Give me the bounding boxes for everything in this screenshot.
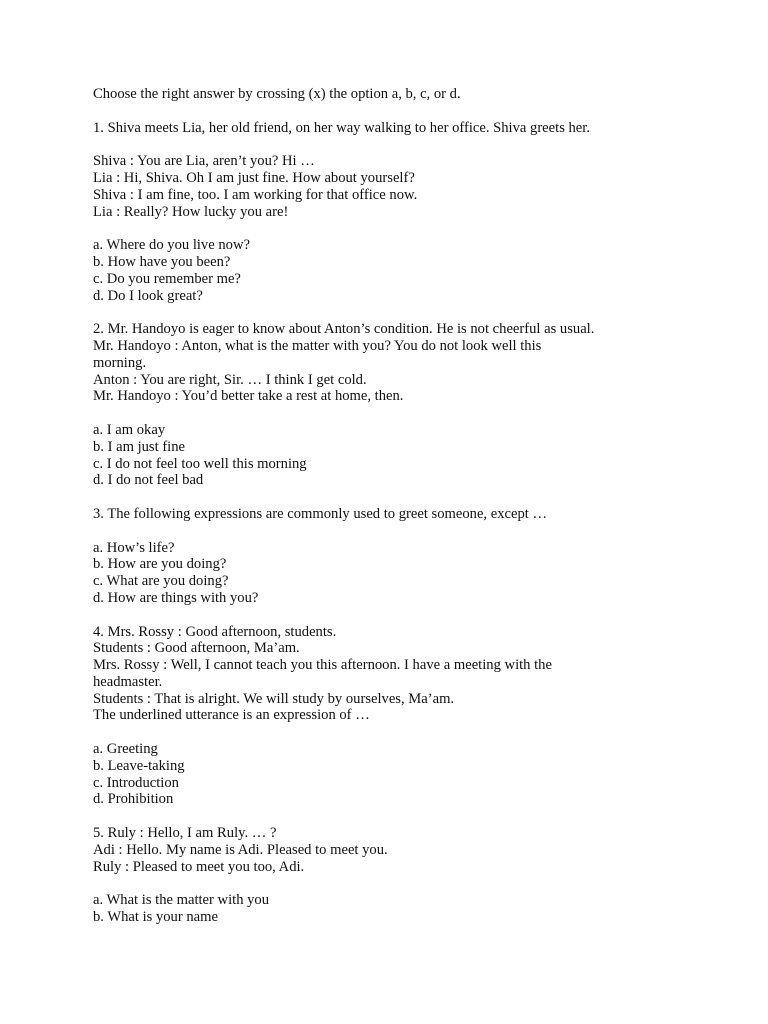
spacer [93, 808, 713, 825]
spacer [93, 103, 713, 120]
dialog-line: 5. Ruly : Hello, I am Ruly. … ? [93, 825, 277, 842]
spacer [93, 220, 713, 237]
answer-option[interactable]: a. What is the matter with you [93, 892, 270, 909]
dialog-line: Lia : Really? How lucky you are! [93, 203, 289, 220]
dialog-line: Shiva : I am fine, too. I am working for that office now. [93, 186, 418, 203]
question-2 [93, 321, 713, 489]
spacer [93, 523, 713, 540]
answer-option[interactable]: b. I am just fine [93, 438, 186, 455]
dialog-line: Lia : Hi, Shiva. Oh I am just fine. How about yourself? [93, 169, 415, 186]
dialog-line: Mr. Handoyo : Anton, what is the matter with you? You do not look well this morning. [93, 337, 542, 371]
question-stem: 2. Mr. Handoyo is eager to know about Anton’s condition. He is not cheerful as usual. [93, 321, 595, 338]
answer-option[interactable]: a. I am okay [93, 421, 166, 438]
answer-option[interactable]: c. What are you doing? [93, 573, 229, 590]
answer-option[interactable]: c. I do not feel too well this morning [93, 455, 307, 472]
answer-option[interactable]: a. Greeting [93, 741, 158, 758]
dialog-line: Adi : Hello. My name is Adi. Pleased to meet you. [93, 841, 388, 858]
question-stem: 3. The following expressions are commonly used to greet someone, except … [93, 505, 548, 522]
dialog-line: Shiva : You are Lia, aren’t you? Hi … [93, 153, 315, 170]
spacer [93, 405, 713, 422]
answer-option[interactable]: a. Where do you live now? [93, 237, 250, 254]
question-4 [93, 624, 713, 809]
spacer [93, 489, 713, 506]
dialog-line: Students : That is alright. We will study by ourselves, Ma’am. [93, 690, 455, 707]
dialog-line: Anton : You are right, Sir. … I think I get cold. [93, 371, 367, 388]
answer-option[interactable]: d. Prohibition [93, 791, 174, 808]
question-stem: 1. Shiva meets Lia, her old friend, on her way walking to her office. Shiva greets her. [93, 119, 590, 136]
question-stem: The underlined utterance is an expression of … [93, 707, 370, 724]
answer-option[interactable]: d. Do I look great? [93, 287, 203, 304]
dialog-line: Mrs. Rossy : Well, I cannot teach you this afternoon. I have a meeting with the headmaster. [93, 657, 552, 690]
instruction-text: Choose the right answer by crossing (x) the option a, b, c, or d. [93, 86, 461, 102]
dialog-line: Students : Good afternoon, Ma’am. [93, 640, 300, 657]
answer-option[interactable]: c. Do you remember me? [93, 270, 241, 287]
spacer [93, 136, 713, 153]
question-3 [93, 506, 713, 607]
question-1 [93, 120, 713, 305]
answer-option[interactable]: d. I do not feel bad [93, 472, 204, 489]
answer-option[interactable]: a. How’s life? [93, 539, 175, 556]
worksheet-page [93, 86, 713, 926]
answer-option[interactable]: b. How are you doing? [93, 556, 227, 573]
dialog-line: Ruly : Pleased to meet you too, Adi. [93, 858, 305, 875]
dialog-line: Mr. Handoyo : You’d better take a rest at home, then. [93, 388, 404, 405]
answer-option[interactable]: b. How have you been? [93, 253, 231, 270]
question-5 [93, 825, 713, 926]
spacer [93, 304, 713, 321]
spacer [93, 875, 713, 892]
answer-option[interactable]: b. What is your name [93, 909, 218, 926]
spacer [93, 724, 713, 741]
answer-option[interactable]: d. How are things with you? [93, 589, 259, 606]
answer-option[interactable]: b. Leave-taking [93, 757, 185, 774]
answer-option[interactable]: c. Introduction [93, 774, 179, 791]
dialog-line: 4. Mrs. Rossy : Good afternoon, students. [93, 623, 337, 640]
spacer [93, 607, 713, 624]
